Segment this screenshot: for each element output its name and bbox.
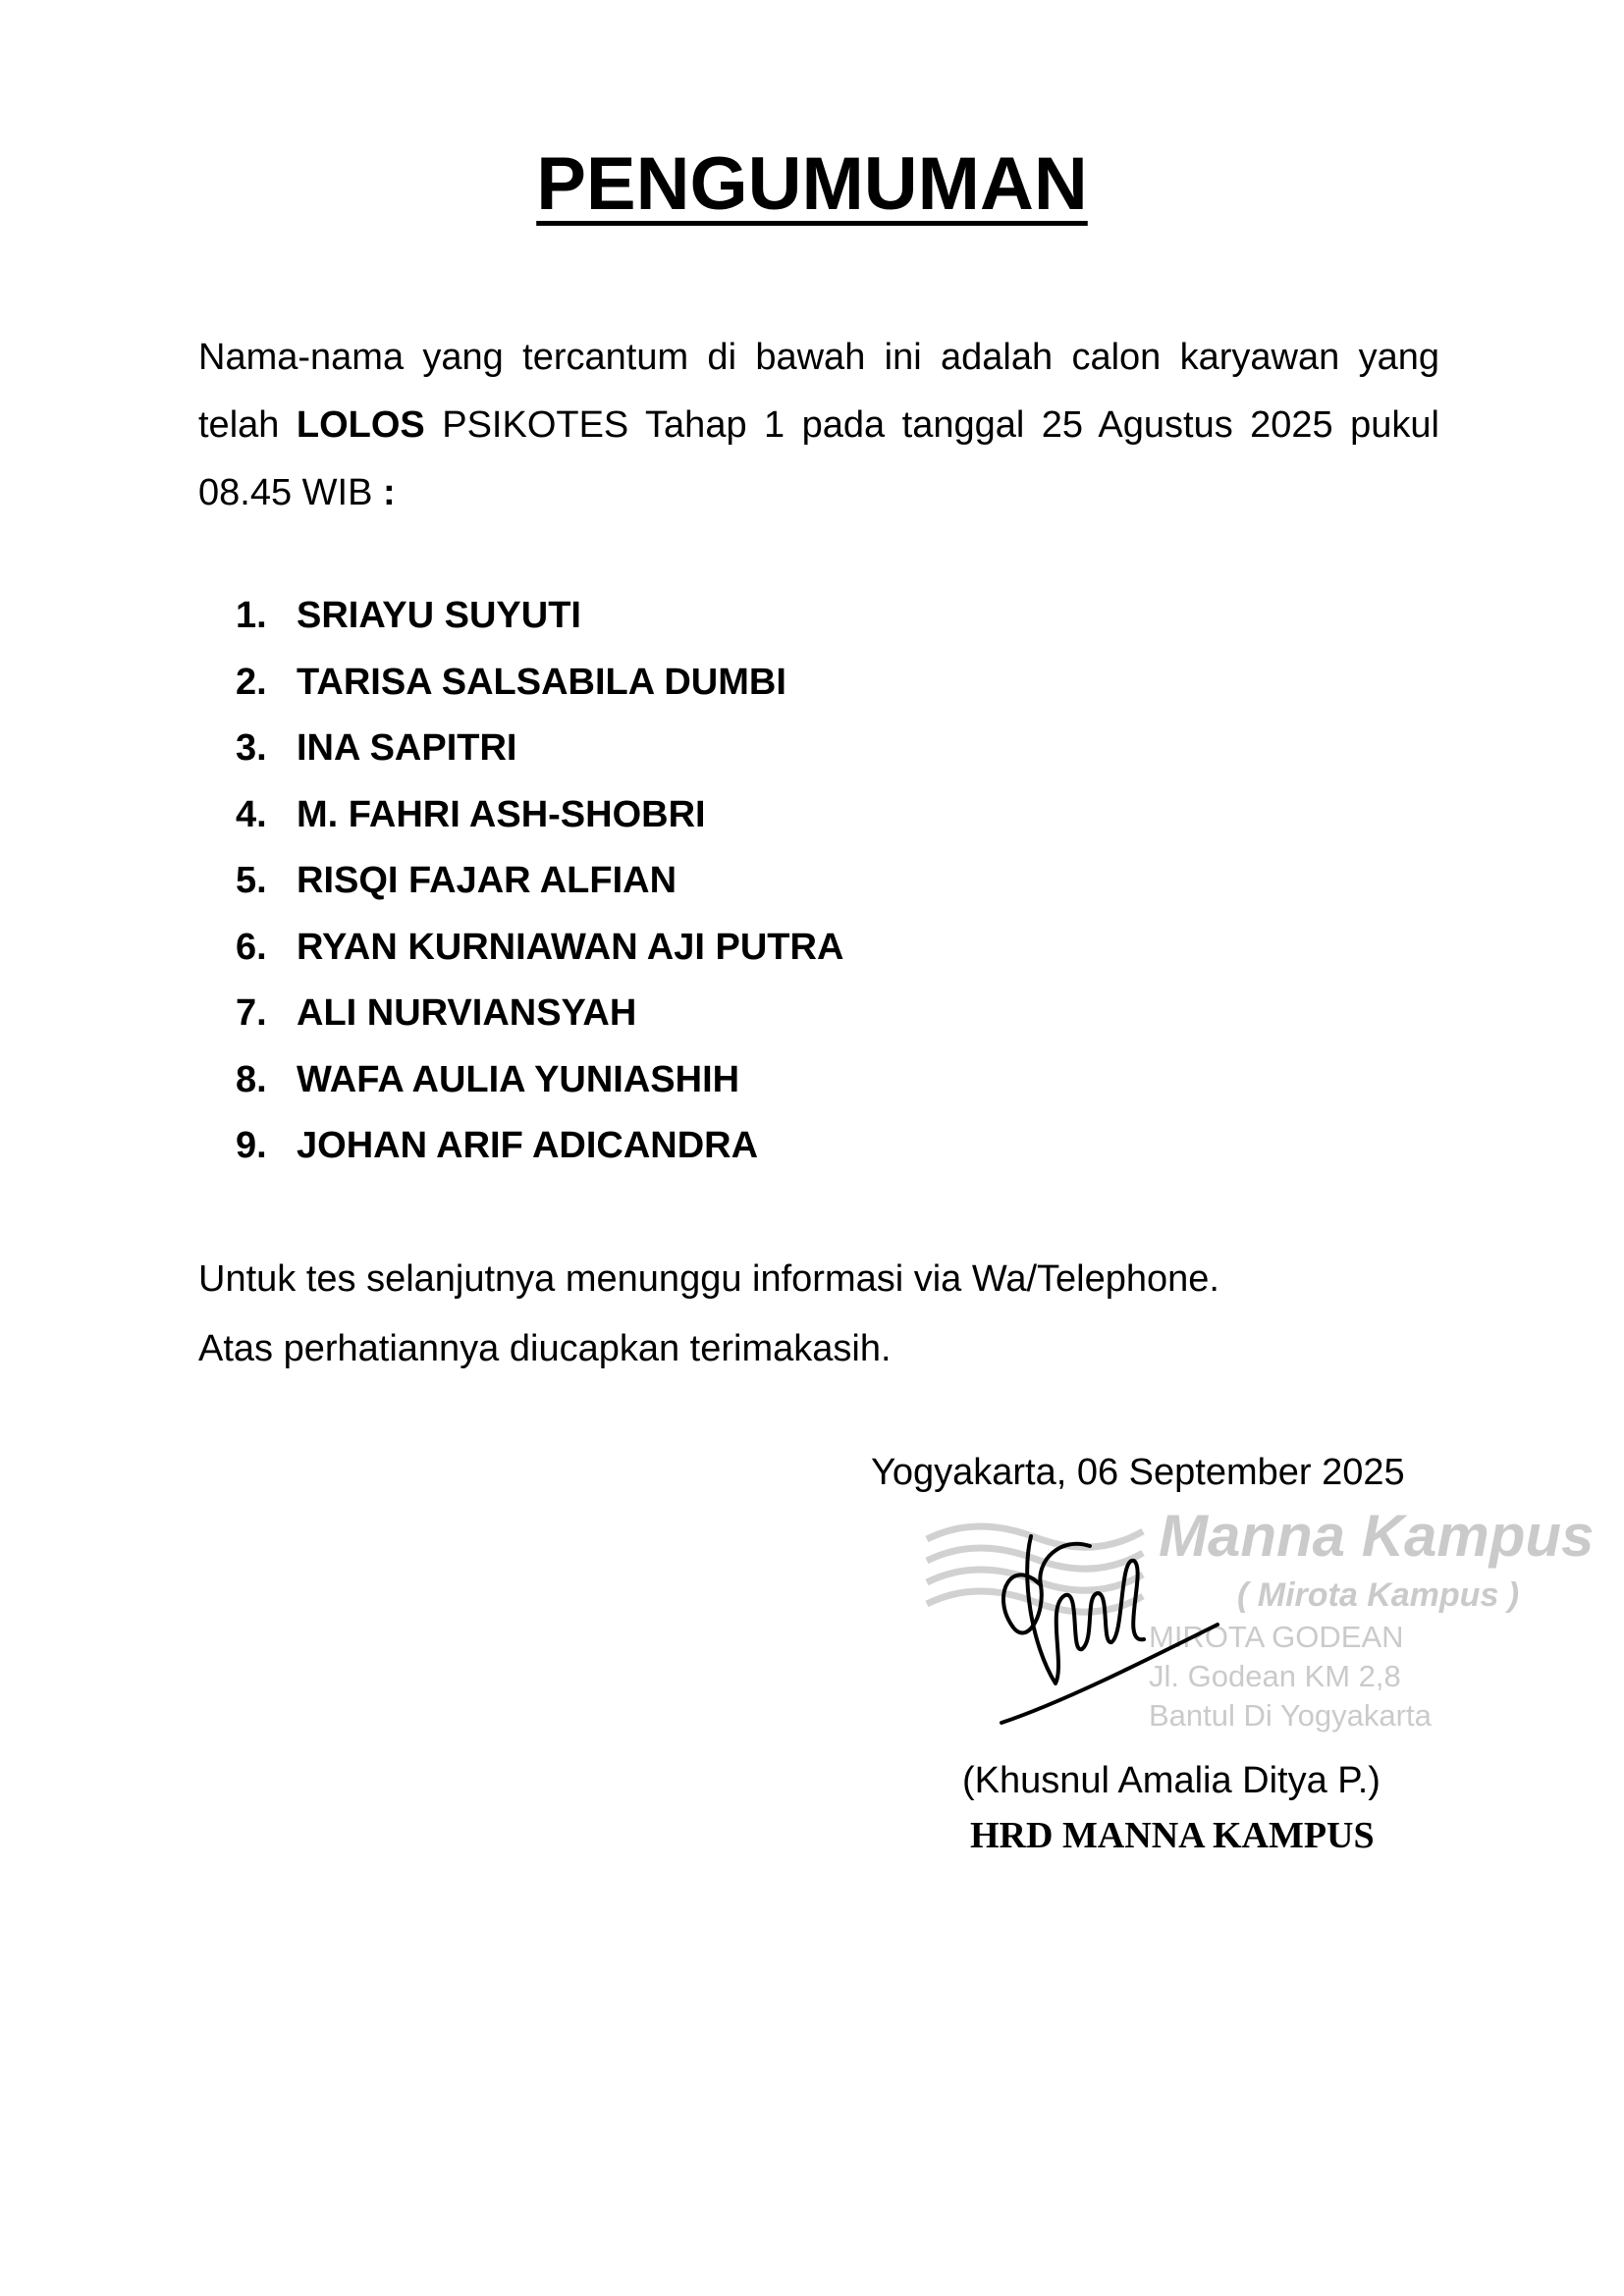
place-date: Yogyakarta, 06 September 2025 [871,1452,1405,1493]
list-item [236,1113,843,1180]
list-item-number: 7. [236,992,267,1034]
closing-line-2: Atas perhatiannya diucapkan terimakasih. [198,1328,892,1369]
signer-name: (Khusnul Amalia Ditya P.) [962,1760,1380,1801]
list-item [236,650,843,717]
closing-paragraph [198,1245,1219,1384]
stamp-address-line: Jl. Godean KM 2,8 [1149,1659,1401,1693]
list-item-number: 1. [236,595,267,636]
list-item [236,583,843,650]
intro-paragraph [198,324,1439,527]
stamp-address-line: Bantul Di Yogyakarta [1149,1698,1432,1733]
stamp-address-line: MIROTA GODEAN [1149,1620,1404,1654]
stamp-subtitle: ( Mirota Kampus ) [1237,1576,1520,1614]
intro-text-1: Nama-nama yang tercantum di bawah ini adalah calon karyawan yang telah [198,337,1439,446]
list-item-number: 6. [236,926,267,968]
list-item-name: RYAN KURNIAWAN AJI PUTRA [297,926,844,968]
title-text: PENGUMUMAN [536,142,1088,226]
list-item-number: 9. [236,1125,267,1166]
list-item-number: 5. [236,860,267,901]
list-item-number: 3. [236,727,267,769]
signature-icon [972,1517,1227,1752]
list-item-name: TARISA SALSABILA DUMBI [297,661,786,703]
list-item-name: INA SAPITRI [297,727,517,769]
list-item-name: RISQI FAJAR ALFIAN [297,860,677,901]
list-item [236,716,843,782]
list-item-name: JOHAN ARIF ADICANDRA [297,1125,759,1166]
intro-emphasis: LOLOS [296,404,425,446]
list-item-name: WAFA AULIA YUNIASHIH [297,1058,740,1100]
closing-line-1: Untuk tes selanjutnya menunggu informasi via Wa/Telephone. [198,1258,1219,1300]
list-item-name: ALI NURVIANSYAH [297,992,637,1034]
intro-colon: : [382,472,396,513]
stamp-brand: Manna Kampus [1159,1503,1595,1569]
signer-role: HRD MANNA KAMPUS [970,1815,1375,1856]
list-item-name: SRIAYU SUYUTI [297,595,581,636]
list-item [236,915,843,982]
list-item [236,848,843,915]
list-item-number: 8. [236,1058,267,1100]
page-title [0,142,1624,226]
list-item-name: M. FAHRI ASH-SHOBRI [297,793,706,835]
list-item-number: 4. [236,793,267,835]
candidate-list [236,583,843,1180]
list-item [236,981,843,1047]
list-item-number: 2. [236,661,267,703]
list-item [236,1047,843,1114]
intro-text-2: PSIKOTES Tahap 1 pada tanggal 25 Agustus 2025 pukul 08.45 WIB [198,404,1439,513]
list-item [236,782,843,849]
